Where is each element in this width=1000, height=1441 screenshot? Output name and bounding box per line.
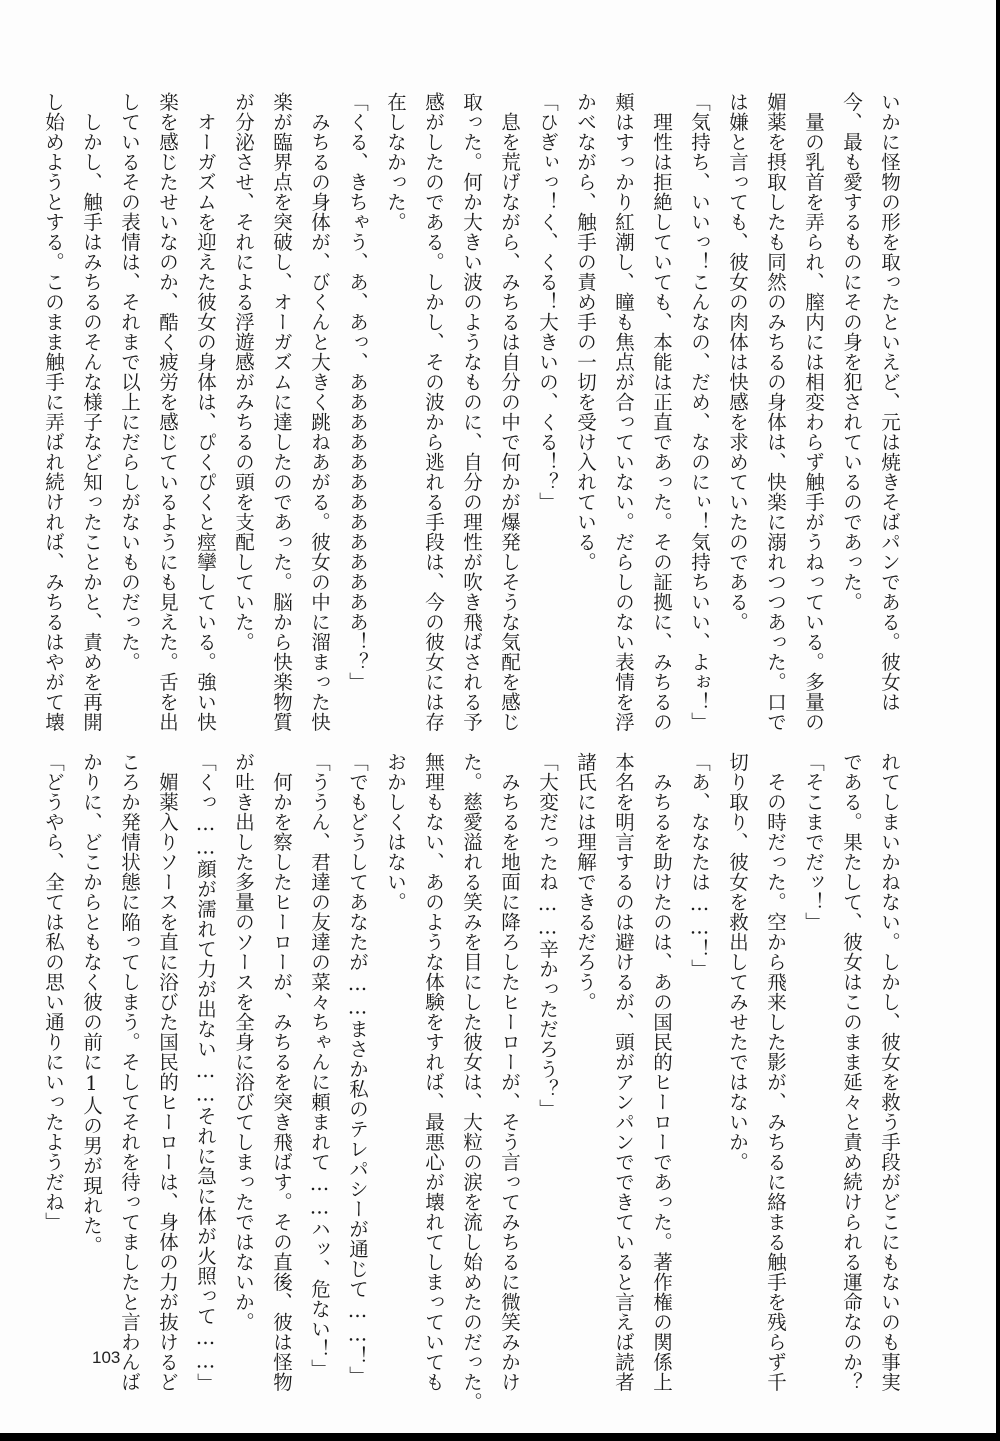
- page-number: 103: [92, 1348, 121, 1367]
- body-text-lower: れてしまいかねない。しかし、彼女を救う手段がどこにもないのも事実 である。果たして、彼女はこのまま延々と責め続けられる運命なのか？ 「そこまでだッ！」 その時だった。空から飛来した影が、みちるに絡まる触手を残らず千 切り取り、彼女を救出してみせたではないか。 「あ、ななたは……！」 みちるを助けたのは、あの国民的ヒーローであった。著作権の関係上 本名を明言するのは避けるが、頭がアンパンでできていると言えば読者 諸氏には理解できるだろう。 「大変だったね……辛かっただろう？」 みちるを地面に降ろしたヒーローが、そう言ってみちるに微笑みかけ た。慈愛溢れる笑みを目にした彼女は、大粒の涙を流し始めたのだった。 無理もない、あのような体験をすれば、最悪心が壊れてしまっていても おかしくはない。 「でもどうしてあなたが……まさか私のテレパシーが通じて……！」 「ううん、君達の友達の菜々ちゃんに頼まれて……ハッ、危ない！」 何かを察したヒーローが、みちるを突き飛ばす。その直後、彼は怪物 が吐き出した多量のソースを全身に浴びてしまったではないか。 「くっ……顔が濡れて力が出ない……それに急に体が火照って……」 媚薬入りソースを直に浴びた国民的ヒーローは、身体の力が抜けるど ころか発情状態に陥ってしまう。そしてそれを待ってましたと言わんば かりに、どこからともなく彼の前に1人の男が現れた。 「どうやら、全ては私の思い通りにいったようだね」: [42, 752, 901, 1412]
- body-text-upper: いかに怪物の形を取ったといえど、元は焼きそばパンである。彼女は 今、最も愛するものにその身を犯されているのであった。 量の乳首を弄られ、膣内には相変わらず触手がうねっている。多量の 媚薬を摂取したも同然のみちるの身体は、快楽に溺れつつあった。口で は嫌と言っても、彼女の肉体は快感を求めていたのである。 「気持ち、いいっ！こんなの、だめ、なのにぃ！気持ちいい、よぉ！」 理性は拒絶していても、本能は正直であった。その証拠に、みちるの 頬はすっかり紅潮し、瞳も焦点が合っていない。だらしのない表情を浮 かべながら、触手の責め手の一切を受け入れている。 「ひぎぃっ！く、くる！大きいの、くる！？」 息を荒げながら、みちるは自分の中で何かが爆発しそうな気配を感じ 取った。何か大きい波のようなものに、自分の理性が吹き飛ばされる予 感がしたのである。しかし、その波から逃れる手段は、今の彼女には存 在しなかった。 「くる、きちゃう、あ、あっ、あああああああああああああ！？」 みちるの身体が、びくんと大きく跳ねあがる。彼女の中に溜まった快 楽が臨界点を突破し、オーガズムに達したのであった。脳から快楽物質 が分泌させ、それによる浮遊感がみちるの頭を支配していた。 オーガズムを迎えた彼女の身体は、ぴくぴくと痙攣している。強い快 楽を感じたせいなのか、酷く疲労を感じているようにも見えた。舌を出 しているその表情は、それまで以上にだらしがないものだった。 しかし、触手はみちるのそんな様子など知ったことかと、責めを再開 し始めようとする。このまま触手に弄ばれ続ければ、みちるはやがて壊: [42, 92, 901, 732]
- scan-edge-right: [996, 0, 1000, 1441]
- scan-edge-bottom: [0, 1433, 1000, 1441]
